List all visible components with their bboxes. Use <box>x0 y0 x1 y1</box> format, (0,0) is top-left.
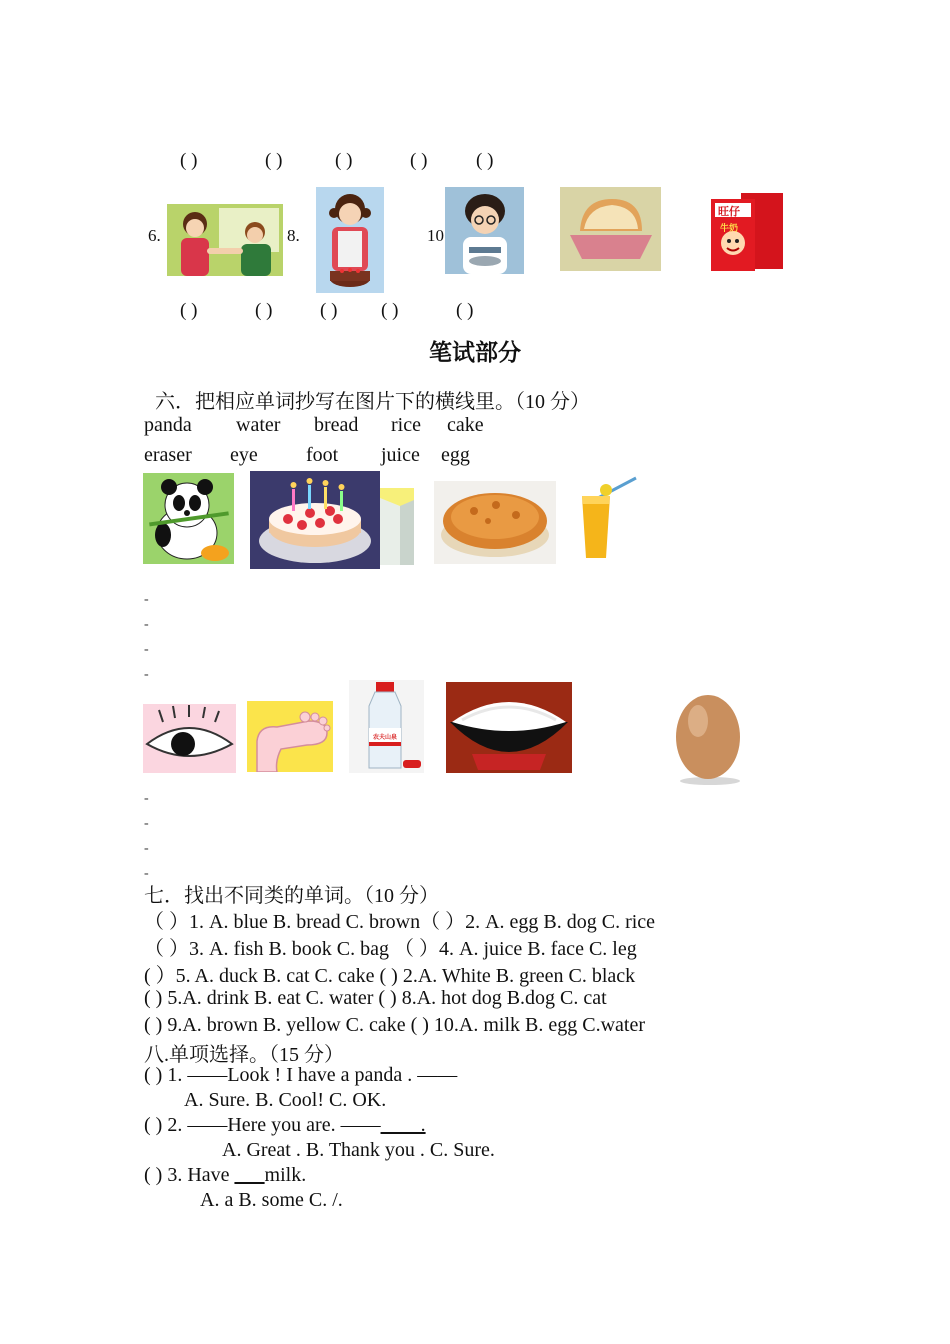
milk-box-picture <box>707 187 787 274</box>
word-egg: egg <box>441 444 470 466</box>
word-bread: bread <box>314 414 359 436</box>
section7-heading: 七．找出不同类的单词。（10 分） <box>144 885 439 907</box>
word-water: water <box>236 414 281 436</box>
sec7-line-2: （ ）3. A. fish B. book C. bag （ ）4. A. juice B. face C. leg <box>144 938 637 960</box>
answer-dash: - <box>144 791 149 806</box>
question-1: ( ) 1. ——Look ! I have a panda . —— <box>144 1064 458 1086</box>
answer-paren[interactable]: ( ) <box>476 150 494 171</box>
item-number-6: 6. <box>148 226 161 245</box>
sec7-line-1: （ ）1. A. blue B. bread C. brown（ ）2. A. egg B. dog C. rice <box>144 911 656 933</box>
answer-paren[interactable]: ( ) <box>381 300 399 321</box>
answer-paren[interactable]: ( ) <box>255 300 273 321</box>
word-cake: cake <box>447 414 484 436</box>
answer-paren[interactable]: ( ) <box>335 150 353 171</box>
answer-dash: - <box>144 667 149 682</box>
question-3-text: ( ) 3. Have <box>144 1164 235 1186</box>
kids-greeting-picture <box>167 204 283 276</box>
answer-dash: - <box>144 592 149 607</box>
answer-dash: - <box>144 841 149 856</box>
answer-dash: - <box>144 642 149 657</box>
word-eraser: eraser <box>144 444 192 466</box>
milk-brand-text: 旺仔 <box>718 205 740 218</box>
panda-picture <box>143 473 234 564</box>
answer-paren[interactable]: ( ) <box>180 150 198 171</box>
item-number-10: 10 <box>427 226 444 245</box>
section6-heading: 六．把相应单词抄写在图片下的横线里。（10 分） <box>155 391 590 413</box>
foot-picture <box>247 701 333 772</box>
question-3 <box>144 1164 306 1187</box>
word-juice: juice <box>381 444 420 466</box>
answer-paren[interactable]: ( ) <box>456 300 474 321</box>
eraser-picture <box>380 488 414 565</box>
answer-paren[interactable]: ( ) <box>410 150 428 171</box>
milk-sub-text: 牛奶 <box>720 224 739 234</box>
bottle-label-text: 农夫山泉 <box>373 734 398 741</box>
answer-paren[interactable]: ( ) <box>265 150 283 171</box>
answer-dash: - <box>144 617 149 632</box>
question-3-text-end: milk. <box>264 1164 307 1186</box>
word-panda: panda <box>144 414 192 436</box>
item-number-8: 8. <box>287 226 300 245</box>
word-eye: eye <box>230 444 258 466</box>
question-1-options: A. Sure. B. Cool! C. OK. <box>184 1089 387 1111</box>
written-part-title: 笔试部分 <box>429 340 521 366</box>
question-3-options: A. a B. some C. /. <box>200 1189 343 1211</box>
sec7-line-4: ( ) 5.A. drink B. eat C. water ( ) 8.A. hot dog B.dog C. cat <box>144 987 607 1009</box>
answer-dash: - <box>144 866 149 881</box>
boy-eating-picture <box>445 187 524 274</box>
birthday-cake-picture <box>250 471 380 569</box>
section8-heading: 八.单项选择。（15 分） <box>144 1044 344 1066</box>
question-2 <box>144 1114 426 1137</box>
sec7-line-3: ( ）5. A. duck B. cat C. cake ( ) 2.A. White B. green C. black <box>144 965 636 987</box>
sec7-line-5: ( ) 9.A. brown B. yellow C. cake ( ) 10.A. milk B. egg C.water <box>144 1014 646 1036</box>
egg-picture <box>666 685 748 786</box>
girl-with-cake-picture <box>316 187 384 293</box>
question-3-blank[interactable]: ___ <box>234 1164 265 1186</box>
answer-paren[interactable]: ( ) <box>320 300 338 321</box>
answer-dash: - <box>144 816 149 831</box>
question-2-blank[interactable]: ____. <box>380 1114 426 1136</box>
question-2-options: A. Great . B. Thank you . C. Sure. <box>222 1139 495 1161</box>
word-rice: rice <box>391 414 421 436</box>
eye-picture <box>143 704 236 773</box>
answer-paren[interactable]: ( ) <box>180 300 198 321</box>
rice-bowl-picture <box>446 682 572 773</box>
juice-picture <box>576 474 640 560</box>
question-2-text: ( ) 2. ——Here you are. —— <box>144 1114 381 1136</box>
bread-picture <box>434 481 556 564</box>
bread-plate-picture <box>560 187 661 271</box>
water-bottle-picture <box>349 680 424 773</box>
word-foot: foot <box>306 444 339 466</box>
